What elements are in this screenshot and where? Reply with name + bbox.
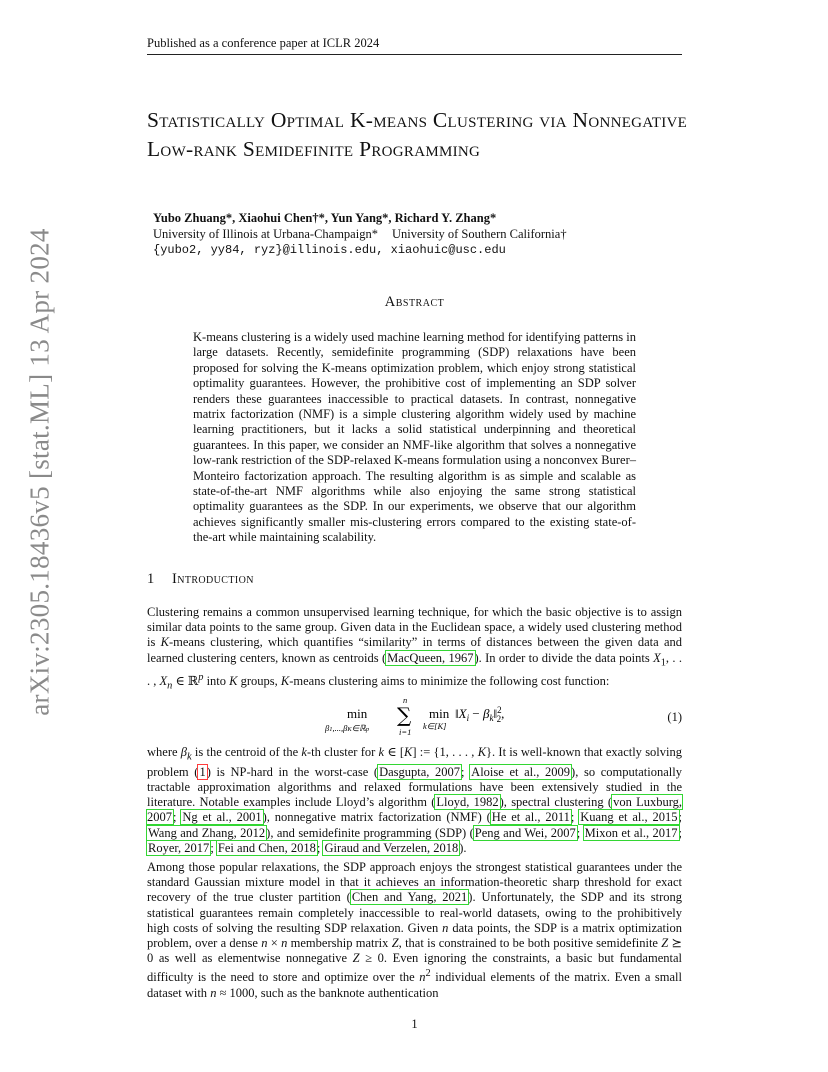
citation-link[interactable]: Dasgupta, 2007 <box>379 764 461 779</box>
citation-link[interactable]: Peng and Wei, 2007 <box>474 825 576 840</box>
paper-title: Statistically Optimal K-means Clustering via Nonnegative Low-rank Semidefinite Programming <box>147 108 688 161</box>
svg-text:∑: ∑ <box>397 703 412 727</box>
citation-link[interactable]: Aloise et al., 2009 <box>471 764 571 779</box>
citation-link[interactable]: Giraud and Verzelen, 2018 <box>324 840 459 855</box>
author-emails: {yubo2, yy84, ryz}@illinois.edu, xiaohuic@usc.edu <box>153 243 506 257</box>
citation-link[interactable]: Ng et al., 2001 <box>182 810 262 825</box>
citation-link[interactable]: He et al., 2011 <box>491 810 570 825</box>
citation-link[interactable]: Lloyd, 1982 <box>436 795 499 810</box>
section-heading-introduction <box>147 571 682 588</box>
page-number: 1 <box>411 1017 418 1031</box>
arxiv-identifier-text: arXiv:2305.18436v5 [stat.ML] 13 Apr 2024 <box>24 228 55 716</box>
citation-link[interactable]: Fei and Chen, 2018 <box>217 840 316 855</box>
svg-text:β1,...,βK∈ℝp: β1,...,βK∈ℝp <box>325 723 370 733</box>
intro-paragraph-1: Clustering remains a common unsupervised learning technique, for which the basic objective is to assign similar data points to the same group. Given data in the Euclidean space, a widely used clustering method is K-means clustering, which quantifies “similarity” in terms of distances between the given data and learned clustering centers, known as centroids (MacQueen, 1967). In order to divide the data points $X_1$, . . . , $X_n$ ∈ ℝ$^p$ into K groups, K-means clustering aims to minimize the following cost function: <box>147 605 682 692</box>
svg-text:k∈[K]: k∈[K] <box>423 721 447 731</box>
svg-text:n: n <box>403 698 408 705</box>
equation-ref-link[interactable]: 1 <box>199 764 206 779</box>
affiliation-usc: University of Southern California† <box>391 227 567 241</box>
svg-text:min: min <box>429 706 450 721</box>
arxiv-identifier <box>14 228 66 716</box>
kmeans-objective-formula <box>317 698 567 740</box>
section-title: Introduction <box>172 571 254 587</box>
conference-header: Published as a conference paper at ICLR 2024 <box>147 36 682 55</box>
intro-paragraph-3: Among those popular relaxations, the SDP approach enjoys the strongest statistical guarantees under the standard Gaussian mixture model in that it achieves an information-theoretic sharp threshold for exact recovery of the true cluster partition (Chen and Yang, 2021). Unfortunately, the SDP and its strong statistical guarantees remain completely inaccessible to real-world datasets, owing to the prohibitively high costs of solving the resulting SDP relaxation. Given n data points, the SDP is a matrix optimization problem, over a dense n × n membership matrix Z, that is constrained to be both positive semidefinite Z ⪰ 0 as well as elementwise nonnegative Z ≥ 0. Even ignoring the constraints, a basic but fundamental difficulty is the need to store and optimize over the $n^2$ individual elements of the matrix. Even a small dataset with n ≈ 1000, such as the banknote authentication <box>147 860 682 1000</box>
affiliations <box>153 226 688 242</box>
author-block <box>153 210 688 258</box>
abstract-text: K-means clustering is a widely used machine learning method for identifying patterns in large datasets. Recently, semidefinite programming (SDP) relaxations have been proposed for solving the K-means optimization problem, which enjoy strong statistical optimality guarantees. However, the prohibitive cost of implementing an SDP solver renders these guarantees inaccessible to practical datasets. In contrast, nonnegative matrix factorization (NMF) is a simple clustering algorithm widely used by machine learning practitioners, but it lacks a solid statistical underpinning and theoretical guarantees. In this paper, we consider an NMF-like algorithm that solves a nonnegative low-rank restriction of the SDP-relaxed K-means formulation using a nonconvex Burer–Monteiro factorization approach. The resulting algorithm is as simple and scalable as state-of-the-art NMF algorithms while also enjoying the same strong statistical optimality guarantees as the SDP. In our experiments, we observe that our algorithm achieves significantly smaller mis-clustering errors compared to the existing state-of-the-art while maintaining scalability. <box>193 330 636 545</box>
citation-link[interactable]: Wang and Zhang, 2012 <box>148 825 266 840</box>
citation-link[interactable]: von Luxburg, 2007 <box>147 795 683 825</box>
citation-link[interactable]: Kuang et al., 2015 <box>580 810 678 825</box>
section-number: 1 <box>147 571 155 587</box>
abstract-heading: Abstract <box>384 294 445 310</box>
citation-link[interactable]: Chen and Yang, 2021 <box>351 890 468 905</box>
citation-link[interactable]: MacQueen, 1967 <box>387 650 474 665</box>
citation-link[interactable]: Royer, 2017 <box>148 840 210 855</box>
equation-1 <box>147 698 682 740</box>
svg-text:‖Xi − βk‖22,: $‖X_i$ − $\beta_k‖^2$ 2, <box>455 705 505 724</box>
citation-link[interactable]: Mixon et al., 2017 <box>584 825 678 840</box>
intro-paragraph-2: where $\beta_k$ is the centroid of the k-th cluster for k ∈ [K] := {1, . . . , K}. It is well-known that exactly solving problem (1) is NP-hard in the worst-case (Dasgupta, 2007; Aloise et al., 2009), so computationally tractable approximation algorithms and relaxed formulations have been extensively studied in the literature. Notable examples include Lloyd’s algorithm (Lloyd, 1982), spectral clustering (von Luxburg, 2007; Ng et al., 2001), nonnegative matrix factorization (NMF) (He et al., 2011; Kuang et al., 2015; Wang and Zhang, 2012), and semidefinite programming (SDP) (Peng and Wei, 2007; Mixon et al., 2017; Royer, 2017; Fei and Chen, 2018; Giraud and Verzelen, 2018). <box>147 745 683 855</box>
affiliation-uiuc: University of Illinois at Urbana-Champaign* <box>153 227 378 241</box>
svg-text:i=1: i=1 <box>399 727 412 737</box>
equation-number: (1) <box>667 710 682 724</box>
author-names: Yubo Zhuang*, Xiaohui Chen†*, Yun Yang*, Richard Y. Zhang* <box>153 211 497 225</box>
svg-text:min: min <box>347 706 368 721</box>
